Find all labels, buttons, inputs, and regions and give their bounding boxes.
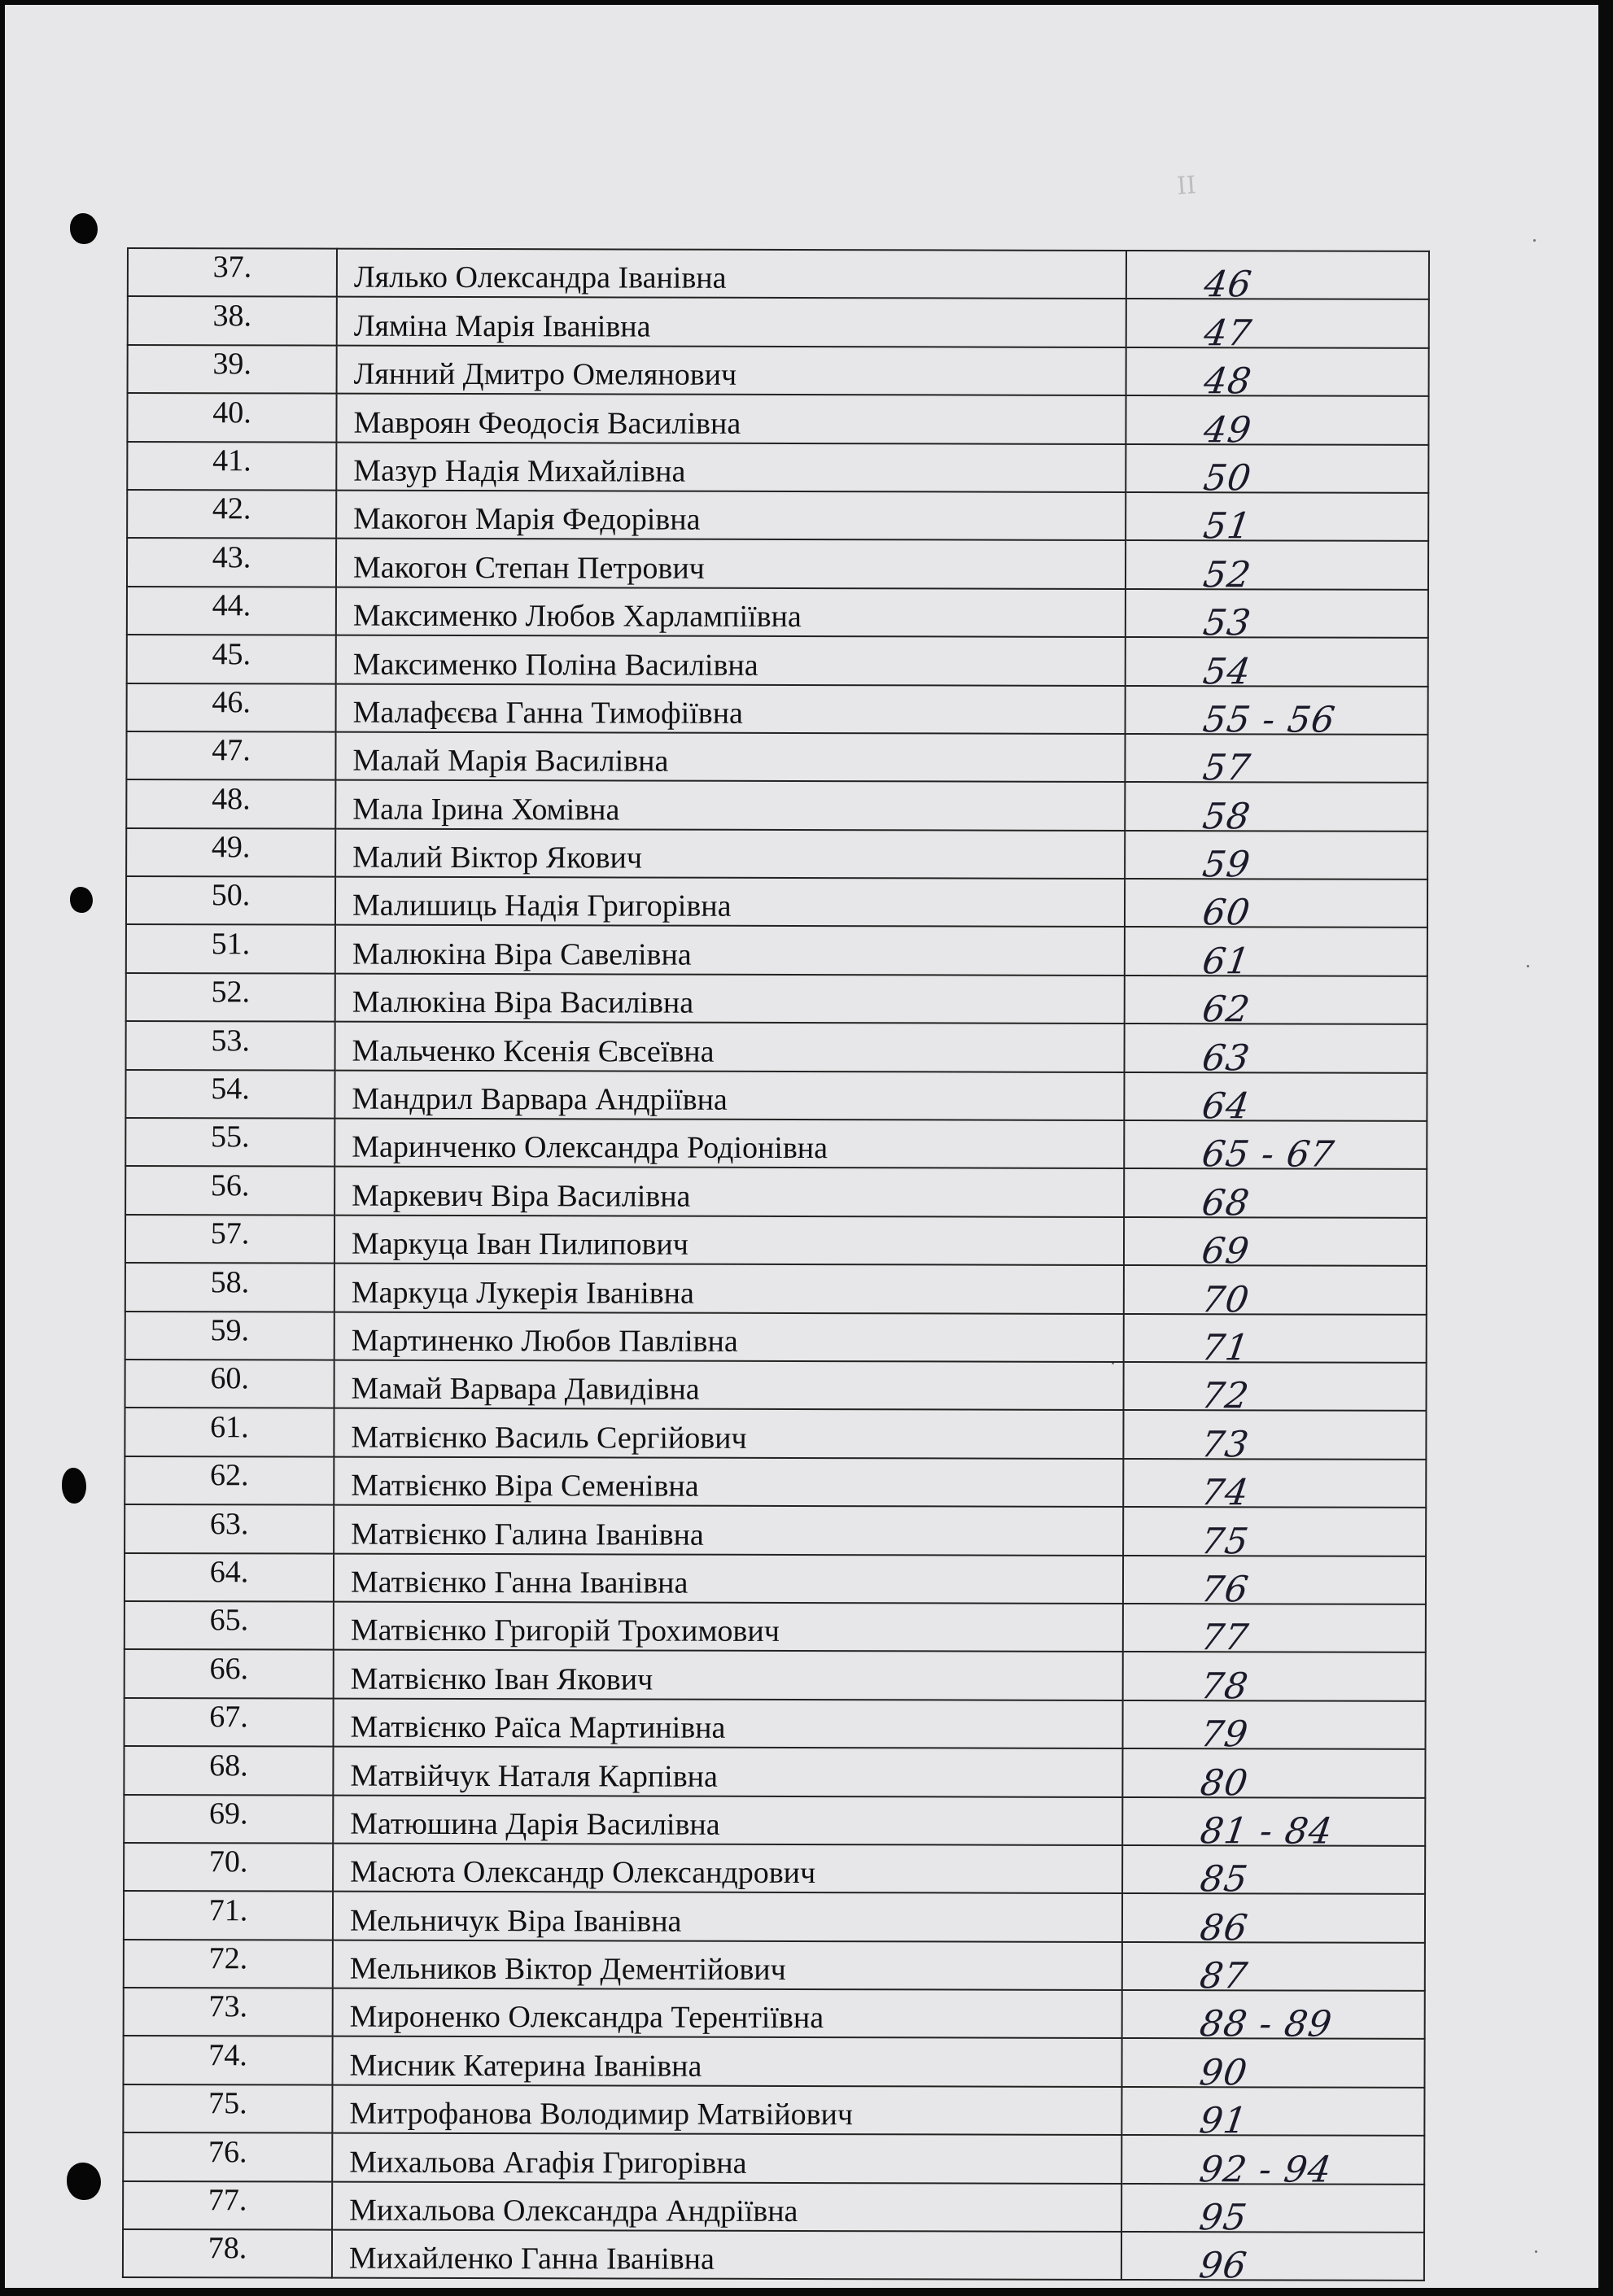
row-number-text: 76. <box>208 2134 247 2169</box>
page-reference-text: 53 <box>1200 602 1254 644</box>
person-name: Мартиненко Любов Павлівна <box>334 1312 1124 1362</box>
person-name: Макогон Марія Федорівна <box>336 491 1126 541</box>
person-name: Малишиць Надія Григорівна <box>335 877 1125 928</box>
person-name: Мальченко Ксенія Євсеївна <box>335 1022 1125 1072</box>
page-reference-text: 51 <box>1200 505 1254 548</box>
page-reference <box>1125 782 1427 838</box>
row-number-text: 42. <box>212 491 251 526</box>
page-reference <box>1126 444 1428 500</box>
row-number <box>124 1988 333 2036</box>
row-number-text: 52. <box>211 975 251 1010</box>
page-reference-text: 57 <box>1200 747 1254 789</box>
row-number <box>125 1601 334 1650</box>
row-number-text: 37. <box>212 250 252 285</box>
page-reference <box>1126 251 1429 306</box>
page-reference <box>1126 347 1429 403</box>
row-number-text: 49. <box>211 830 251 865</box>
table-row <box>126 731 1427 783</box>
row-number <box>126 779 335 828</box>
row-number-text: 62. <box>210 1458 249 1493</box>
speck <box>1527 965 1529 967</box>
page-reference <box>1122 1700 1425 1756</box>
row-number-text: 40. <box>212 395 251 430</box>
page-reference <box>1121 2232 1424 2287</box>
page-reference-text: 72 <box>1198 1375 1252 1417</box>
page-reference-text: 68 <box>1199 1182 1252 1224</box>
page-reference <box>1124 1120 1427 1176</box>
row-number-text: 69. <box>208 1796 248 1831</box>
page-reference <box>1125 927 1427 983</box>
table-row <box>123 2229 1424 2281</box>
row-number-text: 63. <box>209 1506 249 1541</box>
person-name: Мавроян Феодосія Василівна <box>336 394 1126 444</box>
table-row <box>124 1794 1425 1845</box>
row-number <box>123 2229 332 2278</box>
row-number <box>127 538 336 587</box>
row-number <box>125 1456 334 1505</box>
person-name: Матвієнко Віра Семенівна <box>334 1456 1123 1507</box>
row-number-text: 54. <box>211 1072 250 1107</box>
table-row <box>125 1553 1426 1604</box>
page-reference-text: 92 - 94 <box>1196 2148 1335 2191</box>
document-page <box>5 5 1598 2288</box>
table-row <box>125 1456 1426 1508</box>
person-name: Матвійчук Наталя Карпівна <box>333 1747 1122 1797</box>
page-reference <box>1123 1556 1426 1611</box>
row-number <box>128 296 337 345</box>
page-reference <box>1124 1314 1427 1369</box>
row-number <box>127 683 336 732</box>
person-name: Михайленко Ганна Іванівна <box>332 2230 1121 2281</box>
table-row <box>125 1263 1427 1314</box>
table-row <box>127 490 1428 541</box>
row-number <box>125 1118 334 1167</box>
table-row <box>126 973 1427 1024</box>
row-number-text: 67. <box>209 1700 248 1735</box>
person-name: Матвієнко Іван Якович <box>334 1650 1123 1700</box>
row-number <box>126 828 335 877</box>
page-reference-text: 61 <box>1200 941 1253 983</box>
row-number-text: 70. <box>208 1844 248 1879</box>
page-reference <box>1121 2087 1424 2142</box>
names-table <box>122 247 1430 2287</box>
row-number <box>124 1891 333 1940</box>
table-row <box>125 1360 1427 1411</box>
table-row <box>125 1118 1427 1169</box>
row-number <box>127 490 336 539</box>
row-number <box>123 2181 332 2230</box>
person-name: Лянний Дмитро Омелянович <box>337 345 1126 395</box>
row-number-text: 51. <box>211 927 251 962</box>
page-reference <box>1123 1410 1426 1466</box>
row-number <box>125 1504 334 1553</box>
page-reference <box>1125 1024 1427 1080</box>
person-name: Матвієнко Раїса Мартинівна <box>333 1698 1122 1748</box>
page-reference <box>1126 395 1428 451</box>
table-row <box>123 2181 1424 2233</box>
page-reference-text: 81 - 84 <box>1197 1810 1335 1853</box>
page-reference-text: 75 <box>1198 1520 1252 1562</box>
person-name: Малафєєва Ганна Тимофіївна <box>336 683 1126 734</box>
person-name: Маркуца Іван Пилипович <box>334 1215 1124 1265</box>
page-reference <box>1126 686 1428 741</box>
person-name: Ляміна Марія Іванівна <box>337 297 1126 347</box>
page-reference <box>1123 1604 1426 1659</box>
table-row <box>124 1891 1425 1942</box>
row-number-text: 56. <box>210 1168 250 1203</box>
person-name: Маринченко Олександра Родіонівна <box>334 1119 1124 1169</box>
row-number-text: 39. <box>212 347 251 382</box>
row-number <box>125 1408 334 1456</box>
row-number <box>128 248 337 297</box>
table-row <box>124 1843 1425 1894</box>
page-reference-text: 60 <box>1200 892 1253 934</box>
person-name: Матюшина Дарія Василівна <box>333 1795 1122 1845</box>
person-name: Малий Віктор Якович <box>335 828 1125 879</box>
page-reference <box>1126 637 1428 692</box>
page-reference-text: 86 <box>1197 1906 1251 1949</box>
person-name: Мала Ірина Хомівна <box>335 780 1125 831</box>
table-row <box>123 2036 1424 2087</box>
page-reference <box>1122 1748 1425 1804</box>
row-number-text: 44. <box>212 588 251 623</box>
page-reference-text: 80 <box>1197 1761 1252 1804</box>
page-reference <box>1121 2184 1424 2239</box>
row-number-text: 73. <box>208 1989 248 2024</box>
table-body <box>123 248 1429 2287</box>
row-number-text: 68. <box>209 1748 248 1783</box>
page-reference-text: 90 <box>1196 2052 1251 2094</box>
table-row <box>124 1940 1425 1991</box>
table-row <box>125 1215 1427 1266</box>
page-reference <box>1123 1459 1426 1514</box>
row-number-text: 65. <box>209 1603 249 1638</box>
page-reference-text: 46 <box>1201 264 1255 306</box>
table-row <box>126 1021 1427 1072</box>
row-number-text: 71. <box>208 1892 248 1928</box>
person-name: Маркевич Віра Василівна <box>334 1167 1124 1217</box>
row-number-text: 45. <box>212 636 251 671</box>
row-number-text: 43. <box>212 539 251 575</box>
punch-hole <box>70 213 98 244</box>
row-number <box>127 393 336 442</box>
page-reference <box>1126 589 1428 644</box>
page-reference-text: 88 - 89 <box>1197 2003 1335 2046</box>
table-row <box>127 393 1428 444</box>
table-row <box>125 1166 1427 1217</box>
person-name: Мельников Віктор Дементійович <box>333 1940 1122 1990</box>
row-number-text: 61. <box>210 1410 249 1445</box>
punch-hole <box>62 1468 86 1504</box>
table-row <box>126 828 1427 880</box>
page-reference <box>1124 1168 1427 1224</box>
page-reference-text: 48 <box>1201 360 1255 403</box>
row-number-text: 58. <box>210 1264 250 1299</box>
page-reference <box>1122 1942 1425 1997</box>
row-number <box>128 345 337 394</box>
row-number-text: 74. <box>208 2038 247 2073</box>
row-number-text: 47. <box>212 733 251 768</box>
page-reference-text: 87 <box>1197 1955 1251 1997</box>
person-name: Матвієнко Григорій Трохимович <box>334 1602 1123 1652</box>
row-number <box>123 2132 332 2181</box>
row-number-text: 66. <box>209 1651 249 1687</box>
page-reference-text: 54 <box>1200 650 1254 692</box>
row-number <box>127 635 336 683</box>
page-reference <box>1121 2038 1424 2094</box>
page-reference <box>1125 976 1427 1031</box>
table-row <box>123 2084 1424 2136</box>
person-name: Максименко Поліна Василівна <box>336 635 1126 686</box>
page-reference <box>1126 299 1429 355</box>
row-number-text: 59. <box>210 1313 250 1348</box>
row-number <box>124 1940 333 1988</box>
table-row <box>128 296 1429 347</box>
table-row <box>128 248 1429 299</box>
page-reference-text: 74 <box>1198 1472 1252 1514</box>
row-number <box>126 1021 335 1070</box>
page-reference <box>1124 1265 1427 1320</box>
page-reference-text: 77 <box>1198 1617 1252 1659</box>
table-row <box>125 1504 1426 1556</box>
page-reference <box>1122 1845 1425 1901</box>
page-reference-text: 52 <box>1200 553 1254 596</box>
page-reference <box>1125 879 1427 934</box>
person-name: Митрофанова Володимир Матвійович <box>332 2084 1121 2135</box>
row-number <box>125 1263 334 1312</box>
table-row <box>124 1746 1425 1797</box>
table-row <box>125 1601 1426 1652</box>
row-number <box>125 1649 334 1698</box>
person-name: Малюкіна Віра Савелівна <box>335 925 1125 976</box>
table-row <box>124 1988 1425 2039</box>
row-number <box>127 587 336 635</box>
row-number <box>126 973 335 1022</box>
page-reference-text: 47 <box>1201 312 1255 355</box>
page-reference <box>1123 1652 1426 1708</box>
table-row <box>126 779 1427 831</box>
person-name: Михальова Олександра Андріївна <box>332 2181 1121 2232</box>
page-reference <box>1124 1217 1427 1272</box>
table-row <box>125 1312 1427 1363</box>
table-row <box>126 924 1427 976</box>
page-reference <box>1126 492 1428 548</box>
row-number-text: 72. <box>208 1941 248 1976</box>
table-row <box>128 345 1429 396</box>
page-reference <box>1123 1507 1426 1562</box>
row-number <box>125 1166 334 1215</box>
page-reference-text: 85 <box>1197 1858 1251 1901</box>
row-number <box>124 1746 333 1795</box>
page-reference-text: 65 - 67 <box>1199 1133 1337 1176</box>
table-row <box>127 538 1428 589</box>
page-reference-text: 70 <box>1199 1278 1252 1320</box>
table-row <box>127 635 1428 686</box>
person-name: Михальова Агафія Григорівна <box>332 2133 1121 2184</box>
page-reference-text: 71 <box>1199 1327 1252 1369</box>
row-number-text: 48. <box>212 781 251 817</box>
table-row <box>125 1408 1426 1459</box>
page-reference-text: 78 <box>1198 1665 1252 1708</box>
table-row <box>125 1070 1427 1121</box>
person-name: Максименко Любов Харлампіївна <box>336 587 1126 637</box>
page-reference <box>1126 540 1428 596</box>
page-reference <box>1121 2135 1424 2191</box>
row-number <box>124 1794 333 1843</box>
page-reference-text: 64 <box>1199 1085 1253 1128</box>
page-reference <box>1125 831 1427 886</box>
page-reference-text: 95 <box>1196 2197 1250 2239</box>
row-number-text: 46. <box>212 685 251 720</box>
person-name: Лялько Олександра Іванівна <box>337 249 1126 299</box>
punch-hole <box>70 887 93 913</box>
person-name: Мироненко Олександра Терентіївна <box>333 1988 1122 2039</box>
person-name: Мисник Катерина Іванівна <box>332 2036 1121 2087</box>
page-reference <box>1122 1893 1425 1949</box>
page-reference <box>1124 1362 1427 1417</box>
row-number <box>126 876 335 925</box>
person-name: Матвієнко Галина Іванівна <box>334 1505 1123 1556</box>
row-number-text: 55. <box>211 1120 250 1155</box>
person-name: Мазур Надія Михайлівна <box>336 442 1126 492</box>
page-reference-text: 91 <box>1196 2100 1251 2142</box>
row-number-text: 77. <box>208 2183 247 2218</box>
page-reference <box>1122 1990 1425 2046</box>
row-number-text: 53. <box>211 1023 250 1059</box>
row-number <box>124 1843 333 1892</box>
row-number-text: 60. <box>210 1361 249 1396</box>
row-number-text: 50. <box>211 878 251 913</box>
page-reference-text: 62 <box>1200 989 1253 1031</box>
person-name: Масюта Олександр Олександрович <box>333 1844 1122 1894</box>
page-reference-text: 50 <box>1200 457 1255 500</box>
row-number <box>123 2084 332 2133</box>
table-row <box>127 442 1428 493</box>
row-number <box>125 1360 334 1408</box>
page-reference-text: 63 <box>1199 1037 1253 1080</box>
table-row <box>125 1649 1426 1700</box>
row-number <box>125 1312 334 1360</box>
person-name: Маркуца Лукерія Іванівна <box>334 1264 1124 1314</box>
row-number-text: 75. <box>208 2086 247 2121</box>
row-number-text: 41. <box>212 443 251 478</box>
row-number <box>127 442 336 491</box>
page-reference <box>1125 734 1427 789</box>
row-number <box>125 1215 334 1264</box>
row-number-text: 64. <box>209 1555 249 1590</box>
page-reference-text: 73 <box>1198 1424 1252 1466</box>
row-number <box>123 2036 332 2084</box>
page-reference <box>1122 1796 1425 1853</box>
page-reference-text: 96 <box>1196 2245 1250 2287</box>
row-number-text: 57. <box>210 1216 250 1251</box>
row-number <box>126 731 335 780</box>
person-name: Мандрил Варвара Андріївна <box>334 1070 1124 1120</box>
page-reference-text: 59 <box>1200 844 1253 886</box>
person-name: Малюкіна Віра Василівна <box>335 973 1125 1024</box>
page-reference-text: 49 <box>1200 408 1255 451</box>
table-row <box>123 2132 1424 2184</box>
page-reference-text: 55 - 56 <box>1200 699 1339 741</box>
page-mark: ІІ <box>1175 171 1197 201</box>
page-reference-text: 79 <box>1197 1713 1252 1756</box>
table-row <box>124 1698 1425 1749</box>
speck <box>1535 2250 1537 2253</box>
speck <box>1533 239 1536 242</box>
row-number-text: 38. <box>212 299 252 334</box>
person-name: Макогон Степан Петрович <box>336 539 1126 589</box>
person-name: Матвієнко Василь Сергійович <box>334 1408 1123 1459</box>
person-name: Мамай Варвара Давидівна <box>334 1360 1124 1411</box>
person-name: Мельничук Віра Іванівна <box>333 1892 1122 1942</box>
page-reference <box>1124 1072 1427 1128</box>
page-reference-text: 76 <box>1198 1569 1252 1611</box>
row-number <box>126 924 335 973</box>
table-row <box>127 683 1428 735</box>
table-row <box>127 587 1428 638</box>
page-reference-text: 69 <box>1199 1230 1252 1272</box>
row-number <box>125 1553 334 1602</box>
punch-hole <box>67 2163 101 2200</box>
table-row <box>126 876 1427 928</box>
person-name: Матвієнко Ганна Іванівна <box>334 1553 1123 1604</box>
person-name: Малай Марія Василівна <box>335 732 1125 783</box>
row-number <box>125 1070 334 1119</box>
row-number-text: 78. <box>208 2231 247 2266</box>
row-number <box>124 1698 333 1747</box>
page-reference-text: 58 <box>1200 795 1254 838</box>
